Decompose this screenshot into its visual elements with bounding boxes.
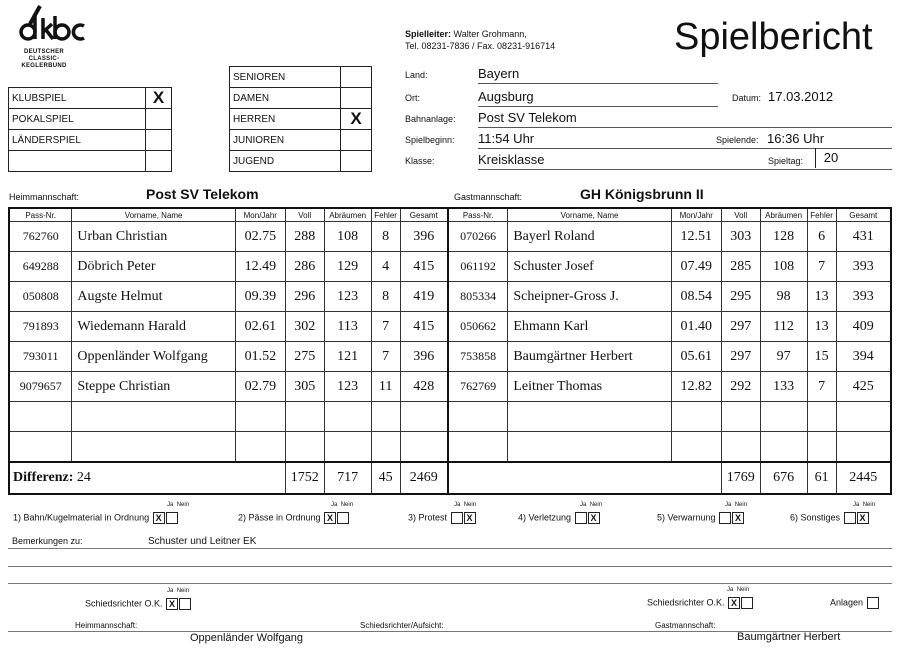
check-ja-box[interactable]: [844, 512, 856, 524]
guest-total-ges: 2445: [836, 462, 891, 494]
schied-ok-right: [647, 597, 753, 609]
game-type-mark[interactable]: X: [146, 88, 172, 109]
game-type-mark[interactable]: [146, 109, 172, 130]
check-label: 4) Verletzung: [518, 512, 572, 523]
home-cell-ges[interactable]: 396: [400, 222, 448, 252]
guest-cell-voll[interactable]: [721, 402, 760, 432]
check-ja-box[interactable]: X: [324, 512, 336, 524]
col-header: Gesamt: [836, 208, 891, 222]
land-field[interactable]: [478, 66, 718, 84]
table-row: [9, 432, 891, 463]
home-total-ges: 2469: [400, 462, 448, 494]
ja-nein-label: Ja Nein: [727, 587, 750, 593]
check-nein-box[interactable]: [337, 512, 349, 524]
check-nein-box[interactable]: X: [732, 512, 744, 524]
check-1: [13, 512, 178, 524]
guest-total-voll: 1769: [721, 462, 760, 494]
guest-cell-abr[interactable]: 133: [760, 372, 807, 402]
home-total-abr: 717: [324, 462, 371, 494]
col-header: Pass-Nr.: [9, 208, 72, 222]
guest-cell-voll[interactable]: 297: [721, 312, 760, 342]
home-cell-ges[interactable]: 396: [400, 342, 448, 372]
guest-total-spacer: [448, 462, 721, 494]
remarks-text[interactable]: Schuster und Leitner EK: [148, 536, 257, 547]
table-row: [9, 402, 891, 432]
col-header: Voll: [721, 208, 760, 222]
guest-cell-name[interactable]: [508, 402, 671, 432]
guest-cell-pass[interactable]: [448, 402, 508, 432]
col-header: Pass-Nr.: [448, 208, 508, 222]
guest-cell-ges[interactable]: 409: [836, 312, 891, 342]
home-cell-pass[interactable]: 9079657: [9, 372, 72, 402]
game-type-label: LÄNDERSPIEL: [9, 130, 146, 151]
check-label: 2) Pässe in Ordnung: [238, 512, 321, 523]
category-row: [230, 130, 372, 151]
home-cell-date[interactable]: 01.52: [235, 342, 285, 372]
guest-cell-abr[interactable]: 108: [760, 252, 807, 282]
guest-cell-pass[interactable]: [448, 432, 508, 463]
home-total-voll: 1752: [285, 462, 324, 494]
guest-cell-fehl[interactable]: [807, 402, 836, 432]
guest-cell-voll[interactable]: 285: [721, 252, 760, 282]
guest-cell-abr[interactable]: [760, 402, 807, 432]
table-row: [9, 252, 891, 282]
ort-label: Ort:: [405, 93, 420, 103]
klasse-label: Klasse:: [405, 156, 435, 166]
schied-ok-label: Schiedsrichter O.K.: [647, 597, 725, 608]
home-cell-pass[interactable]: 050808: [9, 282, 72, 312]
anlagen-box[interactable]: [867, 597, 879, 609]
guest-cell-pass[interactable]: 061192: [448, 252, 508, 282]
home-cell-fehl[interactable]: 4: [371, 252, 400, 282]
check-nein-box[interactable]: X: [464, 512, 476, 524]
home-cell-voll[interactable]: 275: [285, 342, 324, 372]
home-cell-voll[interactable]: [285, 432, 324, 463]
home-cell-pass[interactable]: [9, 432, 72, 463]
beginn-label: Spielbeginn:: [405, 135, 455, 145]
table-row: [9, 282, 891, 312]
score-table: [8, 207, 892, 495]
bahn-field[interactable]: [478, 110, 892, 128]
home-cell-ges[interactable]: 428: [400, 372, 448, 402]
home-cell-date[interactable]: 02.79: [235, 372, 285, 402]
game-type-box: [8, 87, 172, 172]
home-team-label: Heimmannschaft:: [9, 192, 80, 202]
checks-row: [0, 500, 900, 528]
schied-ok-label: Schiedsrichter O.K.: [85, 598, 163, 609]
game-type-label: [9, 151, 146, 172]
col-header: Fehler: [807, 208, 836, 222]
guest-cell-ges[interactable]: 425: [836, 372, 891, 402]
home-cell-name[interactable]: Döbrich Peter: [72, 252, 235, 282]
col-header: Voll: [285, 208, 324, 222]
guest-cell-ges[interactable]: [836, 432, 891, 463]
remarks-line: [8, 566, 892, 567]
category-mark[interactable]: [341, 151, 372, 172]
guest-cell-fehl[interactable]: 13: [807, 282, 836, 312]
anlagen: [830, 597, 879, 609]
home-cell-abr[interactable]: [324, 402, 371, 432]
guest-cell-ges[interactable]: [836, 402, 891, 432]
check-2: [238, 512, 349, 524]
guest-cell-name[interactable]: Bayerl Roland: [508, 222, 671, 252]
footer-home-label: Heimmannschaft:: [75, 621, 138, 630]
guest-team-name[interactable]: GH Königsbrunn II: [580, 186, 704, 202]
guest-cell-ges[interactable]: 394: [836, 342, 891, 372]
home-total-fehl: 45: [371, 462, 400, 494]
guest-cell-date[interactable]: [671, 432, 721, 463]
col-header: Abräumen: [324, 208, 371, 222]
guest-cell-date[interactable]: 05.61: [671, 342, 721, 372]
check-6: [790, 512, 869, 524]
guest-cell-fehl[interactable]: 15: [807, 342, 836, 372]
home-cell-date[interactable]: [235, 432, 285, 463]
contact-tel: Tel. 08231-7836 / Fax. 08231-916714: [405, 41, 556, 51]
guest-cell-fehl[interactable]: 7: [807, 372, 836, 402]
guest-cell-fehl[interactable]: 13: [807, 312, 836, 342]
guest-cell-voll[interactable]: 297: [721, 342, 760, 372]
guest-cell-voll[interactable]: 295: [721, 282, 760, 312]
difference-cell: [9, 462, 285, 494]
guest-cell-fehl[interactable]: [807, 432, 836, 463]
home-cell-pass[interactable]: 649288: [9, 252, 72, 282]
land-label: Land:: [405, 70, 428, 80]
home-team-name[interactable]: Post SV Telekom: [146, 186, 259, 202]
check-4: [518, 512, 600, 524]
home-cell-date[interactable]: [235, 402, 285, 432]
logo-text: DEUTSCHER CLASSIC-KEGLERBUND: [21, 49, 67, 69]
category-mark[interactable]: [341, 67, 372, 88]
home-cell-fehl[interactable]: 7: [371, 312, 400, 342]
check-label: 3) Protest: [408, 512, 448, 523]
home-cell-pass[interactable]: 762760: [9, 222, 72, 252]
home-cell-abr[interactable]: 123: [324, 282, 371, 312]
home-cell-name[interactable]: Urban Christian: [72, 222, 235, 252]
check-ja-box[interactable]: [575, 512, 587, 524]
home-cell-fehl[interactable]: [371, 402, 400, 432]
check-label: 5) Verwarnung: [657, 512, 716, 523]
ort-value: Augsburg: [478, 89, 534, 104]
col-header: Abräumen: [760, 208, 807, 222]
category-row: [230, 109, 372, 130]
home-cell-voll[interactable]: 288: [285, 222, 324, 252]
home-cell-abr[interactable]: 113: [324, 312, 371, 342]
ja-nein-label: Ja Nein: [331, 502, 354, 508]
home-cell-voll[interactable]: [285, 402, 324, 432]
table-row: [9, 312, 891, 342]
spieltag-value[interactable]: 20: [815, 148, 846, 168]
category-label: JUNIOREN: [230, 130, 341, 151]
home-cell-pass[interactable]: 793011: [9, 342, 72, 372]
col-header: Vorname, Name: [72, 208, 235, 222]
home-cell-fehl[interactable]: 8: [371, 282, 400, 312]
home-cell-date[interactable]: 02.61: [235, 312, 285, 342]
category-mark[interactable]: [341, 88, 372, 109]
ja-nein-label: Ja Nein: [454, 502, 477, 508]
guest-cell-abr[interactable]: 97: [760, 342, 807, 372]
column-headers: [9, 208, 891, 222]
category-mark[interactable]: [341, 130, 372, 151]
ende-value[interactable]: 16:36 Uhr: [767, 131, 825, 146]
guest-cell-abr[interactable]: [760, 432, 807, 463]
home-cell-pass[interactable]: [9, 402, 72, 432]
doc-title: Spielbericht: [674, 16, 873, 58]
klasse-value: Kreisklasse: [478, 152, 545, 167]
home-cell-name[interactable]: Augste Helmut: [72, 282, 235, 312]
datum-label: Datum:: [732, 93, 762, 103]
category-row: [230, 151, 372, 172]
category-mark[interactable]: X: [341, 109, 372, 130]
guest-cell-ges[interactable]: 431: [836, 222, 891, 252]
home-cell-abr[interactable]: 129: [324, 252, 371, 282]
home-cell-fehl[interactable]: 11: [371, 372, 400, 402]
home-cell-fehl[interactable]: 8: [371, 222, 400, 252]
guest-cell-abr[interactable]: 98: [760, 282, 807, 312]
ja-nein-label: Ja Nein: [167, 588, 190, 594]
home-cell-date[interactable]: 12.49: [235, 252, 285, 282]
home-cell-voll[interactable]: 296: [285, 282, 324, 312]
ja-nein-label: Ja Nein: [725, 502, 748, 508]
check-nein-box[interactable]: X: [857, 512, 869, 524]
category-label: JUGEND: [230, 151, 341, 172]
home-cell-ges[interactable]: 419: [400, 282, 448, 312]
guest-cell-name[interactable]: Scheipner-Gross J.: [508, 282, 671, 312]
guest-cell-name[interactable]: Ehmann Karl: [508, 312, 671, 342]
game-type-label: POKALSPIEL: [9, 109, 146, 130]
home-cell-name[interactable]: [72, 432, 235, 463]
guest-cell-pass[interactable]: 762769: [448, 372, 508, 402]
kegler-logo-icon: [10, 4, 100, 44]
game-type-row: [9, 109, 172, 130]
guest-cell-pass[interactable]: 050662: [448, 312, 508, 342]
guest-cell-pass[interactable]: 805334: [448, 282, 508, 312]
ja-nein-label: Ja Nein: [853, 502, 876, 508]
table-row: [9, 342, 891, 372]
guest-cell-pass[interactable]: 070266: [448, 222, 508, 252]
ende-label: Spielende:: [716, 135, 759, 145]
home-cell-fehl[interactable]: 7: [371, 342, 400, 372]
guest-cell-fehl[interactable]: 6: [807, 222, 836, 252]
guest-cell-abr[interactable]: 128: [760, 222, 807, 252]
home-cell-name[interactable]: Wiedemann Harald: [72, 312, 235, 342]
dkbc-logo: [10, 4, 100, 69]
check-nein-box[interactable]: X: [588, 512, 600, 524]
guest-cell-voll[interactable]: 303: [721, 222, 760, 252]
guest-cell-name[interactable]: Leitner Thomas: [508, 372, 671, 402]
check-label: 1) Bahn/Kugelmaterial in Ordnung: [13, 512, 150, 523]
ja-nein-label: Ja Nein: [580, 502, 603, 508]
guest-cell-date[interactable]: 01.40: [671, 312, 721, 342]
leiter-label: Spielleiter:: [405, 29, 452, 39]
check-ja-box[interactable]: [451, 512, 463, 524]
guest-cell-name[interactable]: Baumgärtner Herbert: [508, 342, 671, 372]
check-ja-box[interactable]: [719, 512, 731, 524]
check-label: 6) Sonstiges: [790, 512, 841, 523]
guest-signature[interactable]: Baumgärtner Herbert: [737, 631, 841, 643]
guest-cell-name[interactable]: Schuster Josef: [508, 252, 671, 282]
game-type-label: KLUBSPIEL: [9, 88, 146, 109]
schied-ok-nein-box[interactable]: [741, 597, 753, 609]
spieltag-label: Spieltag:: [768, 156, 804, 166]
game-type-row: [9, 151, 172, 172]
table-row: [9, 222, 891, 252]
home-cell-fehl[interactable]: [371, 432, 400, 463]
home-cell-name[interactable]: Oppenländer Wolfgang: [72, 342, 235, 372]
guest-cell-voll[interactable]: [721, 432, 760, 463]
col-header: Fehler: [371, 208, 400, 222]
guest-total-fehl: 61: [807, 462, 836, 494]
diff-value: 24: [76, 470, 91, 485]
home-cell-abr[interactable]: 108: [324, 222, 371, 252]
guest-cell-name[interactable]: [508, 432, 671, 463]
guest-total-abr: 676: [760, 462, 807, 494]
guest-cell-fehl[interactable]: 7: [807, 252, 836, 282]
home-cell-ges[interactable]: [400, 402, 448, 432]
guest-cell-ges[interactable]: 393: [836, 282, 891, 312]
game-type-mark[interactable]: [146, 151, 172, 172]
category-label: DAMEN: [230, 88, 341, 109]
home-cell-voll[interactable]: 286: [285, 252, 324, 282]
category-box: [229, 66, 372, 172]
leiter-value: Walter Grohmann,: [453, 29, 527, 39]
guest-cell-ges[interactable]: 393: [836, 252, 891, 282]
col-header: Mon/Jahr: [671, 208, 721, 222]
home-cell-date[interactable]: 02.75: [235, 222, 285, 252]
category-row: [230, 88, 372, 109]
table-row: [9, 372, 891, 402]
contact-block: [405, 28, 555, 52]
home-cell-abr[interactable]: 121: [324, 342, 371, 372]
schied-ok-ja-box[interactable]: X: [166, 598, 178, 610]
category-label: SENIOREN: [230, 67, 341, 88]
datum-value[interactable]: 17.03.2012: [768, 89, 834, 104]
home-cell-ges[interactable]: [400, 432, 448, 463]
category-label: HERREN: [230, 109, 341, 130]
bahn-value: Post SV Telekom: [478, 110, 577, 125]
col-header: Gesamt: [400, 208, 448, 222]
col-header: Vorname, Name: [508, 208, 671, 222]
game-type-mark[interactable]: [146, 130, 172, 151]
anlagen-label: Anlagen: [830, 597, 864, 608]
ja-nein-label: Ja Nein: [167, 502, 190, 508]
remarks-line: [8, 583, 892, 584]
land-value: Bayern: [478, 66, 520, 81]
diff-label: Differenz:: [13, 470, 74, 485]
totals-row: [9, 462, 891, 494]
home-cell-voll[interactable]: 302: [285, 312, 324, 342]
ort-field[interactable]: [478, 89, 718, 107]
home-cell-date[interactable]: 09.39: [235, 282, 285, 312]
beginn-field[interactable]: [478, 131, 892, 149]
footer-schied-label: Schiedsrichter/Aufsicht:: [360, 621, 444, 630]
category-row: [230, 67, 372, 88]
guest-cell-date[interactable]: 07.49: [671, 252, 721, 282]
schied-ok-ja-box[interactable]: X: [728, 597, 740, 609]
guest-cell-date[interactable]: 08.54: [671, 282, 721, 312]
beginn-value: 11:54 Uhr: [478, 131, 535, 146]
schied-ok-left: [85, 598, 191, 610]
guest-cell-voll[interactable]: 292: [721, 372, 760, 402]
home-cell-voll[interactable]: 305: [285, 372, 324, 402]
guest-cell-date[interactable]: 12.82: [671, 372, 721, 402]
game-type-row: [9, 88, 172, 109]
guest-team-label: Gastmannschaft:: [454, 192, 523, 202]
home-cell-ges[interactable]: 415: [400, 312, 448, 342]
home-cell-abr[interactable]: [324, 432, 371, 463]
check-nein-box[interactable]: [166, 512, 178, 524]
bahn-label: Bahnanlage:: [405, 114, 456, 124]
home-cell-pass[interactable]: 791893: [9, 312, 72, 342]
footer-guest-label: Gastmannschaft:: [655, 621, 716, 630]
check-ja-box[interactable]: X: [153, 512, 165, 524]
home-signature[interactable]: Oppenländer Wolfgang: [190, 632, 303, 644]
schied-ok-nein-box[interactable]: [179, 598, 191, 610]
remarks-line: [8, 548, 892, 549]
guest-cell-date[interactable]: [671, 402, 721, 432]
home-cell-name[interactable]: [72, 402, 235, 432]
guest-cell-pass[interactable]: 753858: [448, 342, 508, 372]
home-cell-abr[interactable]: 123: [324, 372, 371, 402]
check-3: [408, 512, 476, 524]
home-cell-name[interactable]: Steppe Christian: [72, 372, 235, 402]
guest-cell-date[interactable]: 12.51: [671, 222, 721, 252]
check-5: [657, 512, 744, 524]
col-header: Mon/Jahr: [235, 208, 285, 222]
home-cell-ges[interactable]: 415: [400, 252, 448, 282]
guest-cell-abr[interactable]: 112: [760, 312, 807, 342]
remarks-label: Bemerkungen zu:: [12, 536, 83, 546]
game-type-row: [9, 130, 172, 151]
